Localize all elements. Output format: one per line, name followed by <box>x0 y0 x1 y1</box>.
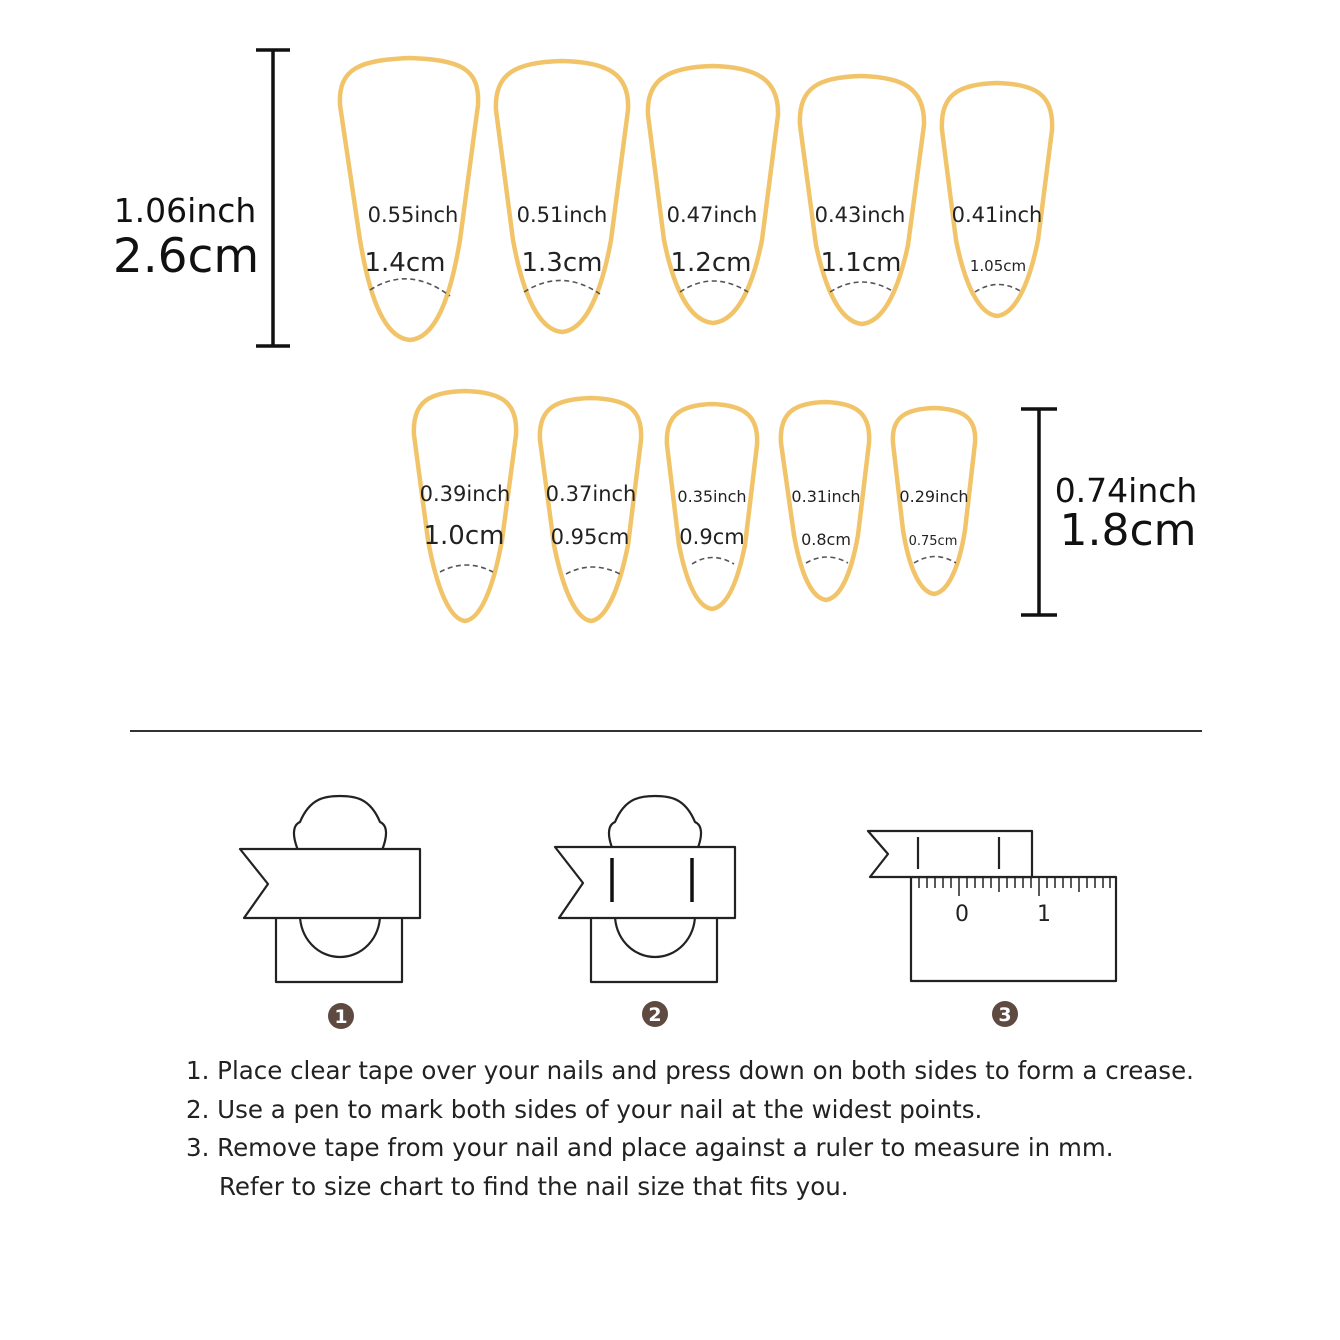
nail-size-9 <box>893 408 975 594</box>
nail-size-1 <box>496 61 628 332</box>
nail-inch-5: 0.39inch <box>419 482 511 506</box>
instruction-line-3: 3. Remove tape from your nail and place against a ruler to measure in mm. <box>186 1133 1114 1162</box>
tape-strip-2 <box>555 847 735 918</box>
nail-size-7 <box>667 404 757 609</box>
nail-size-4 <box>942 83 1052 316</box>
nail-cm-7: 0.9cm <box>679 525 745 549</box>
nail-inch-7: 0.35inch <box>677 487 747 506</box>
nail-cm-5: 1.0cm <box>423 521 505 551</box>
step-1-badge <box>328 1003 354 1029</box>
length-small-inch: 0.74inch <box>1054 471 1198 510</box>
nail-inch-8: 0.31inch <box>791 487 861 506</box>
nail-outline-7 <box>667 404 757 609</box>
nail-inch-0: 0.55inch <box>367 203 459 227</box>
nail-size-0 <box>340 58 478 340</box>
nail-inch-6: 0.37inch <box>545 482 637 506</box>
step-2-badge <box>642 1001 668 1027</box>
tape-strip-3 <box>868 831 1032 877</box>
instruction-line-4: Refer to size chart to find the nail size that fits you. <box>219 1171 849 1201</box>
length-small-cm: 1.8cm <box>1059 505 1197 556</box>
length-large-cm: 2.6cm <box>112 229 260 284</box>
nail-size-8 <box>781 402 869 600</box>
nail-cm-6: 0.95cm <box>550 525 630 549</box>
nail-outline-5 <box>414 391 516 621</box>
ruler-label-0: 0 <box>955 902 969 927</box>
nail-cm-0: 1.4cm <box>364 248 446 278</box>
nail-inch-4: 0.41inch <box>951 203 1043 227</box>
nail-outline-0 <box>340 58 478 340</box>
nail-inch-2: 0.47inch <box>666 203 758 227</box>
nail-outline-4 <box>942 83 1052 316</box>
nail-cm-9: 0.75cm <box>908 534 958 549</box>
instruction-line-2: 2. Use a pen to mark both sides of your nail at the widest points. <box>186 1094 983 1124</box>
step-3-number: 3 <box>998 1004 1012 1026</box>
nail-inch-9: 0.29inch <box>899 487 969 506</box>
instructions <box>186 1052 1296 1206</box>
nail-outline-6 <box>540 398 641 621</box>
step-2-illustration <box>555 796 735 982</box>
nail-inch-3: 0.43inch <box>814 203 906 227</box>
tape-strip-1 <box>240 849 420 918</box>
nail-cm-1: 1.3cm <box>521 248 603 278</box>
nail-outline-1 <box>496 61 628 332</box>
nail-size-6 <box>540 398 641 621</box>
nail-size-3 <box>800 76 924 324</box>
section-divider <box>130 730 1202 732</box>
nail-cm-4: 1.05cm <box>969 257 1027 275</box>
nail-cm-3: 1.1cm <box>820 248 902 278</box>
nail-row-1 <box>340 58 1052 340</box>
nail-cm-2: 1.2cm <box>670 248 752 278</box>
nail-outline-3 <box>800 76 924 324</box>
nail-cm-8: 0.8cm <box>801 530 851 549</box>
nail-outline-2 <box>648 66 778 323</box>
ruler <box>911 877 1116 981</box>
instruction-line-1: 1. Place clear tape over your nails and press down on both sides to form a crease. <box>186 1056 1194 1085</box>
length-bar-small <box>1021 409 1057 615</box>
step-3-badge <box>992 1001 1018 1027</box>
step-1-number: 1 <box>334 1006 348 1028</box>
nail-size-5 <box>414 391 516 621</box>
ruler-label-1: 1 <box>1037 902 1051 927</box>
nail-row-2 <box>414 391 975 621</box>
length-bar-large <box>256 50 290 346</box>
step-3-illustration <box>868 831 1116 981</box>
step-2-number: 2 <box>648 1004 662 1026</box>
nail-size-2 <box>648 66 778 323</box>
step-1-illustration <box>240 796 420 982</box>
nail-inch-1: 0.51inch <box>516 203 608 227</box>
length-large-inch: 1.06inch <box>113 191 257 230</box>
